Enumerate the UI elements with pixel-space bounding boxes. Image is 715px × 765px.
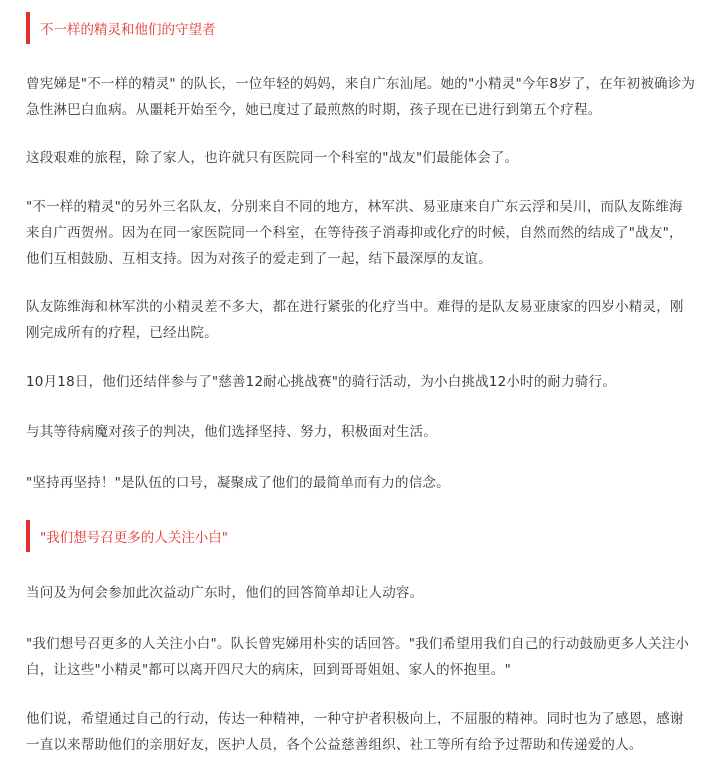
heading-accent-bar <box>26 520 30 552</box>
paragraph-5: 10月18日，他们还结伴参与了"慈善12耐心挑战赛"的骑行活动，为小白挑战12小时的耐力骑行。 <box>26 374 617 390</box>
heading-accent-bar <box>26 12 30 44</box>
section-title: "我们想号召更多的人关注小白" <box>40 530 228 546</box>
paragraph-6: 与其等待病魔对孩子的判决，他们选择坚持、努力，积极面对生活。 <box>26 424 437 440</box>
paragraph-2: 这段艰难的旅程，除了家人，也许就只有医院同一个科室的"战友"们最能体会了。 <box>26 150 519 166</box>
paragraph-9: "我们想号召更多的人关注小白"。队长曾宪娣用朴实的话回答。"我们希望用我们自己的行动鼓励更多人关注小白，让这些"小精灵"都可以离开四尺大的病床，回到哥哥姐姐、家人的怀抱里。" <box>26 636 690 678</box>
section-heading-2 <box>26 520 228 552</box>
paragraph-3: "不一样的精灵"的另外三名队友，分别来自不同的地方，林军洪、易亚康来自广东云浮和吴川，而队友陈维海来自广西贺州。因为在同一家医院同一个科室，在等待孩子消毒抑或化疗的时候，自然而然的结成了"战友"，他们互相鼓励、互相支持。因为对孩子的爱走到了一起，结下最深厚的友谊。 <box>26 199 683 267</box>
paragraph-4: 队友陈维海和林军洪的小精灵差不多大，都在进行紧张的化疗当中。难得的是队友易亚康家的四岁小精灵，刚刚完成所有的疗程，已经出院。 <box>26 299 684 341</box>
paragraph-10: 他们说，希望通过自己的行动，传达一种精神，一种守护者积极向上，不屈服的精神。同时也为了感恩，感谢一直以来帮助他们的亲朋好友，医护人员，各个公益慈善组织、社工等所有给予过帮助和传递爱的人。 <box>26 711 684 753</box>
paragraph-1: 曾宪娣是"不一样的精灵" 的队长，一位年轻的妈妈，来自广东汕尾。她的"小精灵"今年8岁了，在年初被确诊为急性淋巴白血病。从噩耗开始至今，她已度过了最煎熬的时期，孩子现在已进行到第五个疗程。 <box>26 76 696 118</box>
section-heading-1 <box>26 12 216 44</box>
paragraph-8: 当问及为何会参加此次益动广东时，他们的回答简单却让人动容。 <box>26 585 424 601</box>
paragraph-7: "坚持再坚持！"是队伍的口号，凝聚成了他们的最简单而有力的信念。 <box>26 475 450 491</box>
section-title: 不一样的精灵和他们的守望者 <box>40 22 216 38</box>
